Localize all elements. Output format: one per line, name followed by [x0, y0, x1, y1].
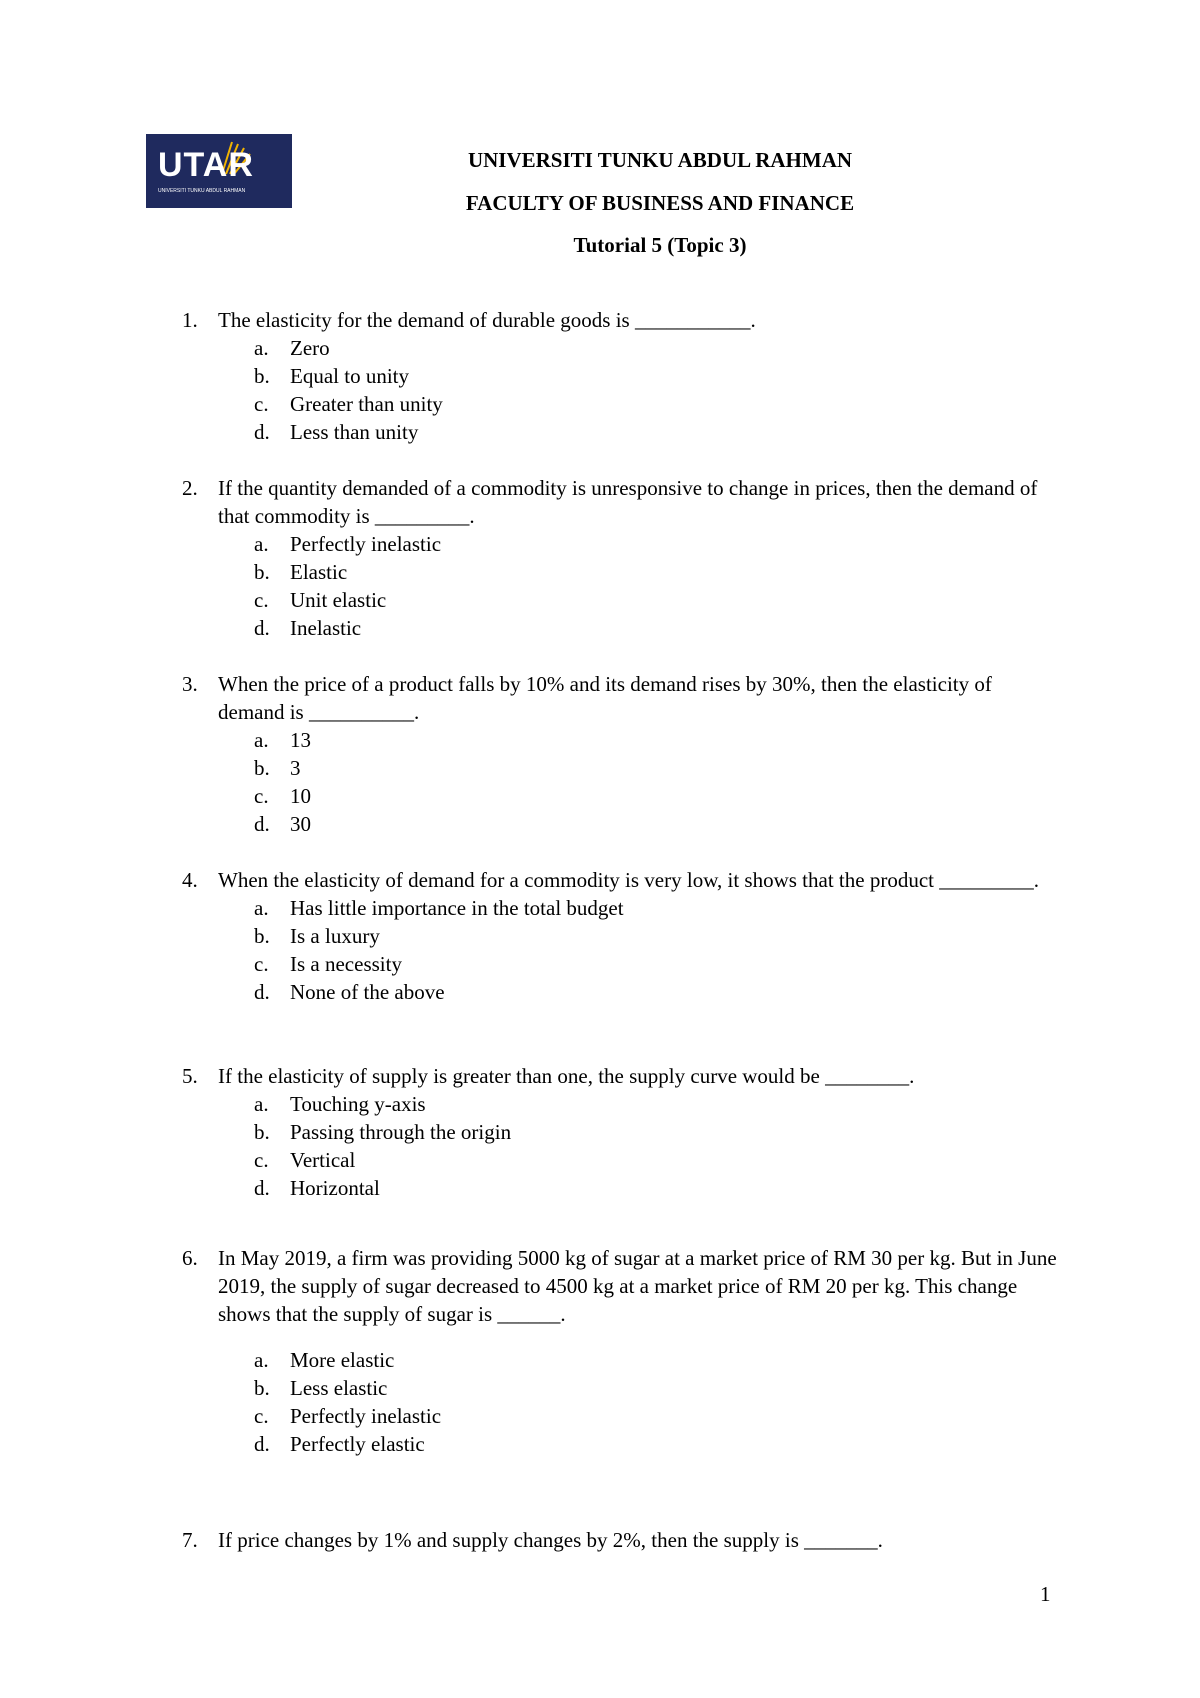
question-6: [182, 1244, 1062, 1458]
question-number: 2.: [182, 476, 198, 500]
options-list: [254, 530, 1062, 642]
question-stem: When the elasticity of demand for a commodity is very low, it shows that the product _________.: [218, 868, 1039, 892]
option-d: d. None of the above: [254, 980, 445, 1004]
option-b: b. Less elastic: [254, 1376, 388, 1400]
option-b: b. Equal to unity: [254, 364, 409, 388]
option-b: b. Passing through the origin: [254, 1120, 512, 1144]
option-c: c. Vertical: [254, 1148, 356, 1172]
question-7: [182, 1526, 1062, 1554]
logo-subtitle: UNIVERSITI TUNKU ABDUL RAHMAN: [158, 188, 246, 194]
question-number: 6.: [182, 1246, 198, 1270]
options-list: [254, 1090, 1062, 1202]
option-c: c. Unit elastic: [254, 588, 387, 612]
options-list: [254, 1346, 1062, 1458]
option-b: b. 3: [254, 756, 301, 780]
question-number: 1.: [182, 308, 198, 332]
question-number: 3.: [182, 672, 198, 696]
option-c: c. 10: [254, 784, 311, 808]
faculty-name: FACULTY OF BUSINESS AND FINANCE: [465, 191, 855, 215]
option-d: d. Inelastic: [254, 616, 362, 640]
option-d: d. Less than unity: [254, 420, 419, 444]
question-stem: The elasticity for the demand of durable goods is ___________.: [218, 308, 756, 332]
question-3: [182, 670, 1062, 838]
logo-mark: UTAR: [158, 146, 254, 184]
question-1: [182, 306, 1062, 446]
option-a: a. Touching y-axis: [254, 1092, 426, 1116]
question-number: 4.: [182, 868, 198, 892]
question-number: 7.: [182, 1528, 198, 1552]
question-stem: If the quantity demanded of a commodity is unresponsive to change in prices, then the demand of that commodity is _________.: [218, 476, 1038, 528]
option-c: c. Perfectly inelastic: [254, 1404, 442, 1428]
question-stem: When the price of a product falls by 10% and its demand rises by 30%, then the elasticity of demand is __________.: [218, 672, 992, 724]
question-number: 5.: [182, 1064, 198, 1088]
option-d: d. 30: [254, 812, 311, 836]
tutorial-title: Tutorial 5 (Topic 3): [573, 233, 747, 257]
options-list: [254, 334, 1062, 446]
option-a: a. More elastic: [254, 1348, 395, 1372]
question-stem: In May 2019, a firm was providing 5000 kg of sugar at a market price of RM 30 per kg. But in June 2019, the supply of sugar decreased to 4500 kg at a market price of RM 20 per kg. This change shows that the supply of sugar is ______.: [218, 1246, 1057, 1326]
question-4: [182, 866, 1062, 1006]
option-a: a. Zero: [254, 336, 330, 360]
option-b: b. Elastic: [254, 560, 348, 584]
option-b: b. Is a luxury: [254, 924, 380, 948]
option-d: d. Perfectly elastic: [254, 1432, 425, 1456]
option-a: a. 13: [254, 728, 311, 752]
option-a: a. Has little importance in the total budget: [254, 896, 624, 920]
option-a: a. Perfectly inelastic: [254, 532, 442, 556]
option-c: c. Is a necessity: [254, 952, 402, 976]
question-stem: If the elasticity of supply is greater than one, the supply curve would be ________.: [218, 1064, 915, 1088]
question-2: [182, 474, 1062, 642]
options-list: [254, 894, 1062, 1006]
option-d: d. Horizontal: [254, 1176, 380, 1200]
option-c: c. Greater than unity: [254, 392, 443, 416]
question-stem: If price changes by 1% and supply changes by 2%, then the supply is _______.: [218, 1528, 883, 1552]
question-5: [182, 1062, 1062, 1202]
options-list: [254, 726, 1062, 838]
university-name: UNIVERSITI TUNKU ABDUL RAHMAN: [467, 148, 853, 172]
page-number: 1: [1040, 1582, 1051, 1606]
